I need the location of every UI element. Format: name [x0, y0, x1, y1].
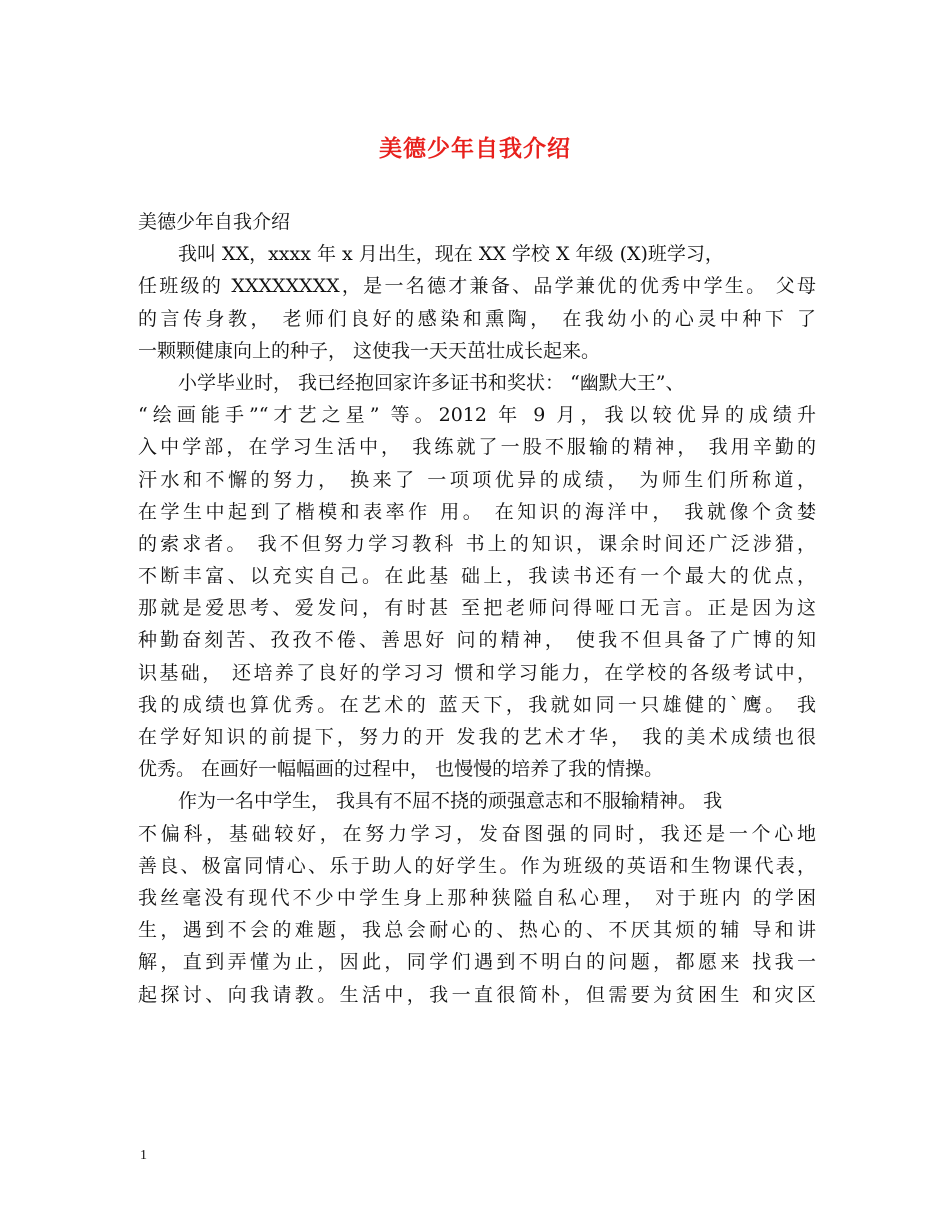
body-line: 入中学部，在学习生活中， 我练就了一股不服输的精神， 我用辛勤的: [138, 436, 816, 459]
body-line: 生，遇到不会的难题，我总会耐心的、热心的、不厌其烦的辅 导和讲: [138, 919, 816, 942]
body-line: 的言传身教， 老师们良好的感染和熏陶， 在我幼小的心灵中种下 了: [138, 307, 816, 330]
body-line: 我叫 XX，xxxx 年 x 月出生，现在 XX 学校 X 年级 (X)班学习，: [178, 243, 724, 266]
document-title: 美德少年自我介绍: [379, 135, 571, 162]
body-line: 不偏科，基础较好，在努力学习，发奋图强的同时，我还是一个心地: [138, 822, 816, 845]
body-line: 优秀。 在画好一幅幅画的过程中， 也慢慢的培养了我的情操。: [138, 758, 664, 781]
body-line: 不断丰富、以充实自己。在此基 础上，我读书还有一个最大的优点，: [138, 565, 816, 588]
document-body: [138, 206, 816, 1011]
body-line: 善良、极富同情心、乐于助人的好学生。作为班级的英语和生物课代表，: [138, 854, 816, 877]
body-line: 种勤奋刻苦、孜孜不倦、善思好 问的精神， 使我不但具备了广博的知: [138, 629, 816, 652]
body-line: 小学毕业时， 我已经抱回家许多证书和奖状： “幽默大王”、: [178, 371, 685, 394]
body-line: 我的成绩也算优秀。在艺术的 蓝天下，我就如同一只雄健的`鹰。 我: [138, 693, 816, 716]
body-line: 一颗颗健康向上的种子， 这使我一天天茁壮成长起来。: [138, 339, 601, 362]
body-line: 美德少年自我介绍: [138, 211, 291, 233]
body-line: “绘画能手”“才艺之星” 等。2012 年 9 月，我以较优异的成绩升: [138, 404, 816, 427]
body-line: 的索求者。 我不但努力学习教科 书上的知识，课余时间还广泛涉猎，: [138, 532, 816, 555]
body-line: 我丝毫没有现代不少中学生身上那种狭隘自私心理， 对于班内 的学困: [138, 886, 816, 909]
page-number: 1: [140, 1148, 147, 1163]
body-line: 解，直到弄懂为止，因此，同学们遇到不明白的问题，都愿来 找我一: [138, 951, 816, 974]
body-line: 识基础， 还培养了良好的学习习 惯和学习能力，在学校的各级考试中，: [138, 661, 816, 684]
body-line: 汗水和不懈的努力， 换来了 一项项优异的成绩， 为师生们所称道，: [138, 468, 816, 491]
body-line: 那就是爱思考、爱发问，有时甚 至把老师问得哑口无言。正是因为这: [138, 597, 816, 620]
body-line: 在学好知识的前提下，努力的开 发我的艺术才华， 我的美术成绩也很: [138, 726, 816, 748]
body-line: 任班级的 XXXXXXXX，是一名德才兼备、品学兼优的优秀中学生。 父母: [138, 275, 816, 298]
body-line: 在学生中起到了楷模和表率作 用。 在知识的海洋中， 我就像个贪婪: [138, 500, 816, 523]
body-line: 起探讨、向我请教。生活中，我一直很简朴，但需要为贫困生 和灾区: [138, 983, 816, 1006]
body-line: 作为一名中学生， 我具有不屈不挠的顽强意志和不服输精神。 我: [178, 790, 723, 813]
